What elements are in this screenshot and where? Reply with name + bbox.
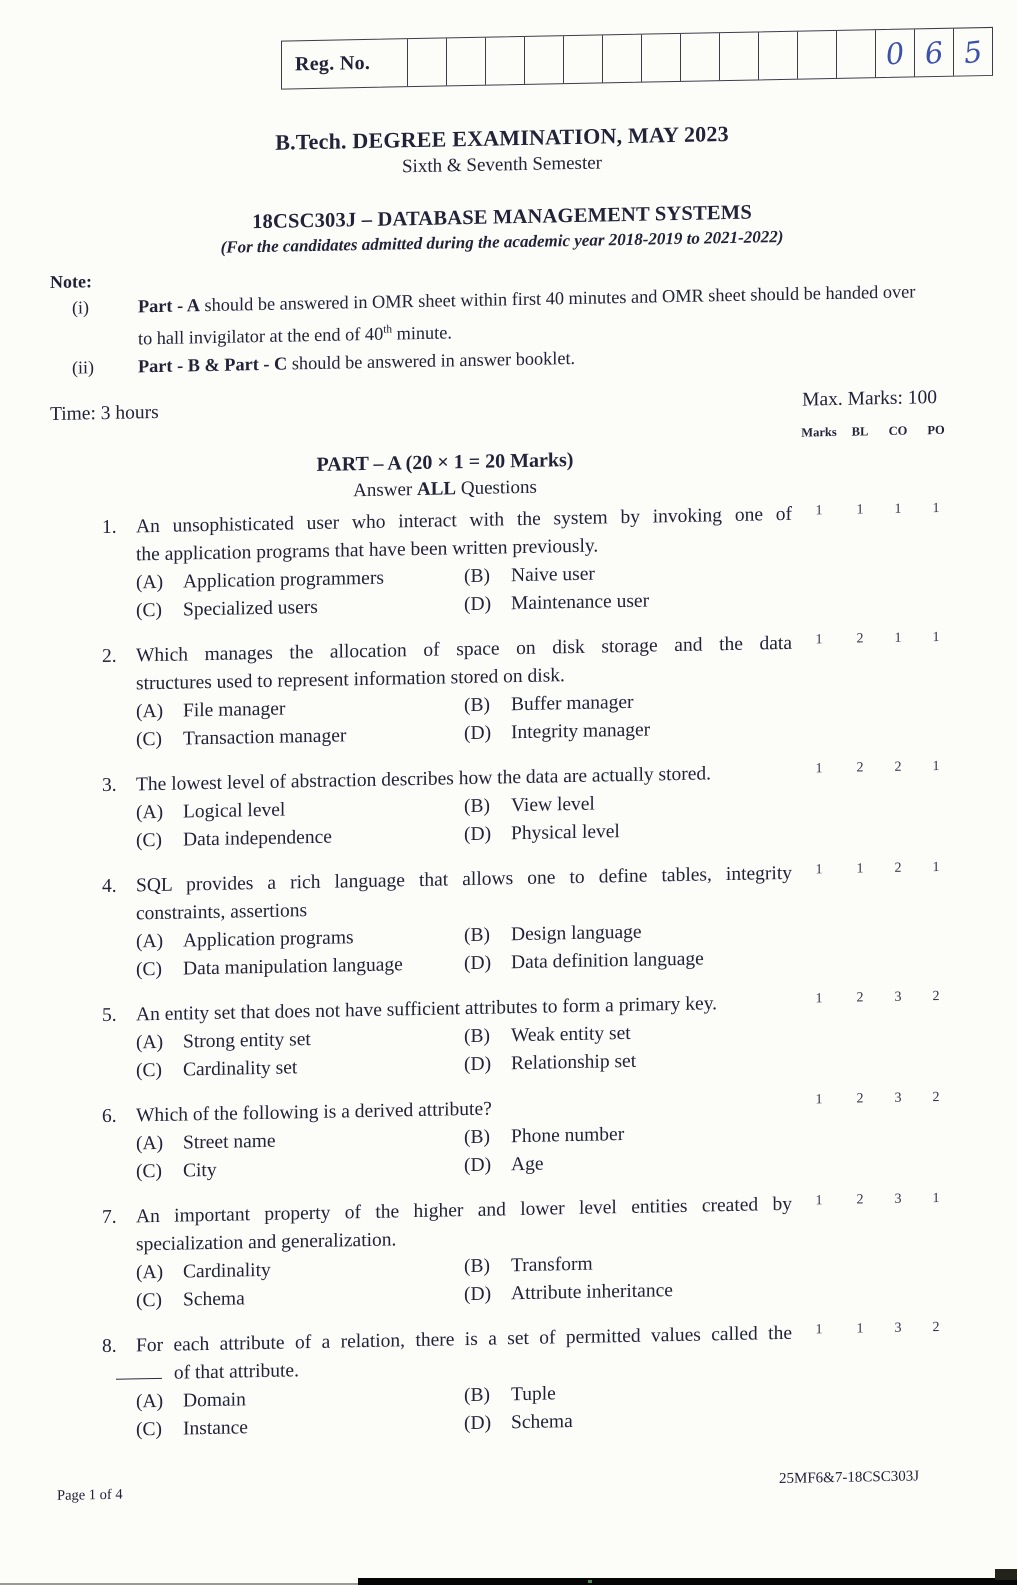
option-text: Application programmers xyxy=(183,567,384,593)
question-body xyxy=(136,989,792,1086)
option-text: Application programs xyxy=(183,927,354,952)
option-label: (C) xyxy=(136,599,162,622)
marks-value: 1 xyxy=(932,501,940,517)
po-header-label: PO xyxy=(927,422,945,438)
option-label: (A) xyxy=(136,571,164,594)
option-text: Design language xyxy=(511,921,642,946)
option-label: (A) xyxy=(136,801,164,824)
page-number: Page 1 of 4 xyxy=(57,1486,123,1504)
reg-no-cell xyxy=(641,34,680,82)
option-text: File manager xyxy=(183,698,286,722)
option xyxy=(464,815,792,849)
reg-no-cell xyxy=(524,36,563,84)
marks-value: 2 xyxy=(894,860,902,876)
marks-value: 2 xyxy=(856,990,864,1006)
marks-header-label: Marks xyxy=(801,425,837,440)
question-body xyxy=(136,501,792,626)
marks-value: 2 xyxy=(932,989,940,1005)
marks-value: 1 xyxy=(932,630,940,646)
option-text: Age xyxy=(511,1153,544,1176)
marks-value: 1 xyxy=(815,1092,823,1108)
option-text: Data definition language xyxy=(511,948,704,974)
option-text: Integrity manager xyxy=(511,719,651,744)
option-text: Strong entity set xyxy=(183,1029,311,1053)
reg-no-cell xyxy=(875,29,914,77)
option xyxy=(464,1045,792,1079)
marks-value: 1 xyxy=(856,502,864,518)
note-item-number: (ii) xyxy=(72,357,94,378)
course-title: 18CSC303J – DATABASE MANAGEMENT SYSTEMS xyxy=(252,201,752,234)
scan-edge-dot xyxy=(588,1580,592,1583)
option-label: (D) xyxy=(464,1283,492,1306)
reg-no-box xyxy=(281,27,993,90)
reg-no-cell xyxy=(446,38,485,86)
option-label: (A) xyxy=(136,1390,164,1413)
option-label: (D) xyxy=(464,1053,492,1076)
note-bold-part: Part - B & Part - C xyxy=(138,353,288,377)
option-text: View level xyxy=(511,793,595,817)
reg-no-cell xyxy=(485,37,524,85)
option xyxy=(136,720,464,754)
question-marks xyxy=(797,756,955,778)
question-number: 3. xyxy=(102,774,117,797)
subtitle-bold: ALL xyxy=(417,478,457,501)
question-block xyxy=(0,856,1017,988)
marks-value: 3 xyxy=(894,1191,902,1207)
option-text: Transaction manager xyxy=(183,725,347,750)
option-label: (B) xyxy=(464,795,490,818)
semester-subtitle: Sixth & Seventh Semester xyxy=(401,152,602,178)
marks-value: 1 xyxy=(815,1193,823,1209)
marks-value: 1 xyxy=(894,501,902,517)
option-label: (B) xyxy=(464,1255,490,1278)
option-label: (D) xyxy=(464,823,492,846)
question-text: An entity set that does not have sufficient attributes to form a primary key. xyxy=(136,993,718,1026)
option xyxy=(136,950,464,984)
question-text: structures used to represent information stored on disk. xyxy=(136,665,565,695)
option-text: Domain xyxy=(183,1389,246,1412)
option-label: (D) xyxy=(464,722,492,745)
marks-value: 1 xyxy=(856,1321,864,1337)
reg-no-cell xyxy=(797,31,836,79)
option xyxy=(464,1404,792,1438)
paper-code: 25MF6&7-18CSC303J xyxy=(779,1468,920,1488)
option-label: (B) xyxy=(464,1384,490,1407)
question-block xyxy=(0,1316,1017,1448)
reg-no-cell xyxy=(758,32,797,80)
question-marks xyxy=(797,498,955,520)
marks-column-header xyxy=(797,422,1017,443)
subtitle-pre: Answer xyxy=(353,479,418,502)
option-text: Relationship set xyxy=(511,1050,637,1075)
option-text: Buffer manager xyxy=(511,691,634,716)
option xyxy=(464,944,792,978)
reg-no-cell xyxy=(602,35,641,83)
question-marks xyxy=(797,1087,955,1109)
option-label: (C) xyxy=(136,958,162,981)
marks-value: 2 xyxy=(856,631,864,647)
question-marks xyxy=(797,1317,955,1339)
option-text: Data independence xyxy=(183,826,332,851)
marks-value: 3 xyxy=(894,989,902,1005)
option xyxy=(136,1410,464,1444)
option-text: Schema xyxy=(511,1411,573,1434)
reg-no-cell xyxy=(719,32,758,80)
option xyxy=(136,1152,464,1186)
question-marks xyxy=(797,986,955,1008)
option-text: Street name xyxy=(183,1130,276,1154)
option xyxy=(136,1051,464,1085)
marks-value: 2 xyxy=(932,1320,940,1336)
option xyxy=(136,821,464,855)
exam-title: B.Tech. DEGREE EXAMINATION, MAY 2023 xyxy=(275,121,729,155)
reg-no-cell xyxy=(680,33,719,81)
note-text-part: should be answered in OMR sheet within first 40 minutes and OMR sheet should be handed over to hall invigilator at the end of 40 xyxy=(138,281,916,349)
eligibility-note: (For the candidates admitted during the academic year 2018-2019 to 2021-2022) xyxy=(220,226,784,257)
question-text: An important property of the higher and lower level entities created by xyxy=(136,1193,792,1228)
question-body xyxy=(136,1320,792,1445)
reg-no-cell xyxy=(563,35,602,83)
question-marks xyxy=(797,627,955,649)
option-label: (D) xyxy=(464,952,492,975)
question-text: specialization and generalization. xyxy=(136,1229,397,1256)
question-number: 4. xyxy=(102,875,117,898)
question-block xyxy=(0,626,1017,758)
option-label: (B) xyxy=(464,1025,490,1048)
question-block xyxy=(0,755,1017,859)
questions-list xyxy=(0,497,1017,1448)
question-text: For each attribute of a relation, there is a set of permitted values called the xyxy=(136,1322,792,1357)
question-number: 2. xyxy=(102,645,117,668)
question-number: 5. xyxy=(102,1004,117,1027)
option-label: (A) xyxy=(136,1261,164,1284)
question-text: constraints, assertions xyxy=(136,900,308,925)
option-text: Instance xyxy=(183,1417,248,1440)
question-number: 1. xyxy=(102,516,117,539)
option-label: (C) xyxy=(136,728,162,751)
option-label: (A) xyxy=(136,1031,164,1054)
handwritten-digit: 6 xyxy=(923,34,945,71)
option-label: (D) xyxy=(464,1412,492,1435)
subtitle-post: Questions xyxy=(456,476,537,500)
option-text: Physical level xyxy=(511,821,620,845)
option xyxy=(464,585,792,619)
option-label: (A) xyxy=(136,700,164,723)
question-text: An unsophisticated user who interact with the system by invoking one of xyxy=(136,503,792,538)
option-label: (B) xyxy=(464,1126,490,1149)
reg-no-cells xyxy=(407,28,992,86)
option-label: (A) xyxy=(136,930,164,953)
question-body xyxy=(136,860,792,985)
marks-value: 2 xyxy=(856,1192,864,1208)
reg-no-cell xyxy=(407,38,446,86)
scan-edge-corner xyxy=(995,1569,1017,1580)
marks-value: 1 xyxy=(815,991,823,1007)
reg-no-cell xyxy=(914,29,953,77)
note-item-number: (i) xyxy=(72,297,89,318)
marks-value: 3 xyxy=(894,1090,902,1106)
question-body xyxy=(136,759,792,856)
question-text-after-blank: of that attribute. xyxy=(169,1360,299,1384)
option-text: Weak entity set xyxy=(511,1022,631,1047)
marks-value: 1 xyxy=(932,759,940,775)
option-label: (C) xyxy=(136,829,162,852)
option-text: Schema xyxy=(183,1288,245,1311)
question-text: Which of the following is a derived attribute? xyxy=(136,1098,492,1127)
option-text: Data manipulation language xyxy=(183,954,403,980)
question-block xyxy=(0,1187,1017,1319)
marks-value: 1 xyxy=(932,860,940,876)
bl-header-label: BL xyxy=(851,424,869,439)
option-label: (A) xyxy=(136,1132,164,1155)
marks-value: 1 xyxy=(932,1191,940,1207)
co-header-label: CO xyxy=(888,423,908,439)
marks-value: 1 xyxy=(815,1322,823,1338)
option-label: (D) xyxy=(464,593,492,616)
option xyxy=(136,1281,464,1315)
option-label: (C) xyxy=(136,1289,162,1312)
question-number: 8. xyxy=(102,1335,117,1358)
fill-in-blank xyxy=(116,1361,162,1380)
option-text: Attribute inheritance xyxy=(511,1280,673,1305)
option-label: (D) xyxy=(464,1154,492,1177)
time-allowed: Time: 3 hours xyxy=(50,402,159,426)
option-label: (B) xyxy=(464,565,490,588)
marks-value: 1 xyxy=(815,761,823,777)
reg-no-cell xyxy=(836,30,875,78)
option xyxy=(464,1146,792,1180)
option-text: Transform xyxy=(511,1253,593,1277)
note-label: Note: xyxy=(50,271,92,293)
option-label: (C) xyxy=(136,1059,162,1082)
reg-no-label: Reg. No. xyxy=(295,51,371,76)
note-bold-part: Part - A xyxy=(138,295,200,317)
question-block xyxy=(0,1086,1017,1190)
scan-edge-bar xyxy=(358,1578,1017,1585)
question-text: The lowest level of abstraction describes how the data are actually stored. xyxy=(136,763,712,796)
marks-value: 2 xyxy=(932,1090,940,1106)
marks-value: 2 xyxy=(856,1091,864,1107)
title-block xyxy=(62,117,942,262)
question-text: the application programs that have been written previously. xyxy=(136,535,599,566)
option-text: Naive user xyxy=(511,563,595,587)
option-text: Phone number xyxy=(511,1124,625,1148)
question-text: SQL provides a rich language that allows one to define tables, integrity xyxy=(136,862,792,897)
question-block xyxy=(0,985,1017,1089)
option-text: City xyxy=(183,1159,217,1182)
question-marks xyxy=(797,857,955,879)
option-label: (C) xyxy=(136,1418,162,1441)
question-body xyxy=(136,1191,792,1316)
option-text: Cardinality xyxy=(183,1259,271,1283)
option-text: Cardinality set xyxy=(183,1057,298,1081)
marks-value: 1 xyxy=(894,630,902,646)
question-body xyxy=(136,1090,792,1187)
question-marks xyxy=(797,1188,955,1210)
part-a-title: PART – A (20 × 1 = 20 Marks) xyxy=(316,449,574,477)
handwritten-digit: 5 xyxy=(962,33,984,70)
option-label: (C) xyxy=(136,1160,162,1183)
note-text-part: minute. xyxy=(392,322,452,344)
option-text: Specialized users xyxy=(183,596,318,621)
marks-value: 1 xyxy=(815,632,823,648)
marks-value: 3 xyxy=(894,1320,902,1336)
marks-value: 2 xyxy=(894,759,902,775)
question-number: 7. xyxy=(102,1206,117,1229)
marks-value: 1 xyxy=(856,861,864,877)
marks-value: 1 xyxy=(815,862,823,878)
option-label: (B) xyxy=(464,694,490,717)
option-text: Logical level xyxy=(183,799,286,823)
max-marks: Max. Marks: 100 xyxy=(802,387,937,411)
question-number: 6. xyxy=(102,1105,117,1128)
option xyxy=(464,714,792,748)
question-block xyxy=(0,497,1017,629)
option-label: (B) xyxy=(464,924,490,947)
option-text: Tuple xyxy=(511,1383,556,1406)
option xyxy=(464,1275,792,1309)
question-body xyxy=(136,630,792,755)
note-superscript: th xyxy=(383,323,393,336)
note-text-part: should be answered in answer booklet. xyxy=(287,348,576,374)
option xyxy=(136,591,464,625)
handwritten-digit: 0 xyxy=(884,35,906,72)
marks-value: 1 xyxy=(815,503,823,519)
reg-no-cell xyxy=(953,28,992,76)
time-marks-row xyxy=(50,387,937,426)
option-text: Maintenance user xyxy=(511,590,650,615)
question-text: Which manages the allocation of space on disk storage and the data xyxy=(136,632,792,667)
marks-value: 2 xyxy=(856,760,864,776)
